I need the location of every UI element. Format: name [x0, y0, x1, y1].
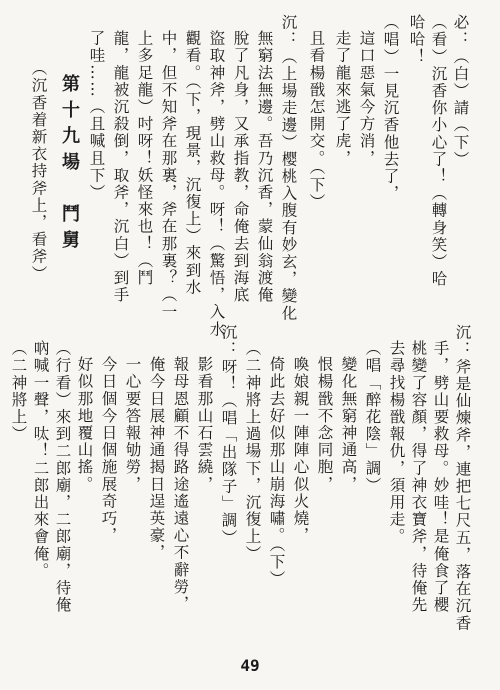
stage-direction: （沉香着新衣持斧上，看斧）: [29, 60, 48, 283]
text-column: 沉：（上場走邊）樱桃入腹有妙玄，變化: [279, 14, 298, 322]
text-column: （唱「醉花陰」調）: [363, 340, 382, 494]
text-column: 上多足龍）吋呀！妖怪來也！（鬥: [135, 30, 154, 287]
text-column: 今日個今日個施展奇巧，: [99, 356, 118, 545]
text-column: 這口惡氣今方消，: [357, 30, 376, 167]
text-column: （行看）來到二郎廟，二郎廟，待俺: [53, 340, 72, 614]
text-column: 走了龍來逃了虎，: [333, 30, 352, 167]
scene-title: 第十九場 鬥舅: [59, 74, 80, 256]
text-column: 了哇……（且喊且下）: [87, 30, 106, 201]
text-column: 中，但不知斧在那裏，斧在那裏？（一: [159, 30, 178, 321]
text-column: 沉：斧是仙煉斧，連把七尺五，落在沉香: [453, 324, 472, 632]
text-column: 無窮法無邊。吾乃沉香，蒙仙翁渡俺: [255, 30, 274, 304]
text-column: （唱）一見沉香他去了，: [381, 14, 400, 203]
text-column: 盜取神斧，劈山救母。呀！（驚悟，入水: [207, 30, 226, 338]
text-column: 手，劈山要救母。妙哇！是俺食了櫻: [431, 340, 450, 614]
text-column: 影看那山石雲繞，: [195, 356, 214, 493]
text-column: 桃變了容顏，得了神衣寶斧，待俺先: [409, 340, 428, 614]
text-column: 沉：呀！（唱「出隊子」調）: [219, 324, 238, 547]
stage-direction: （二神將上）: [9, 340, 28, 443]
page-number: 49: [240, 656, 260, 675]
text-column: 且看楊戩怎開交。（下）: [307, 30, 326, 211]
text-column: 倚此去好似那山崩海嘯。（下）: [267, 356, 286, 588]
text-column: 報母恩顧不得路途遙遠心不辭勞，: [171, 356, 190, 613]
text-column: 喚娘親一陣陣心似火燒，: [291, 356, 310, 545]
text-column: 哈哈！: [407, 14, 426, 66]
text-column: 必：（白）請（下）: [451, 14, 470, 168]
text-column: （看）沉香你小心了！（轉身笑）哈: [429, 14, 448, 288]
text-column: 吶喊一聲，呔！二郎出來會俺。: [31, 340, 50, 580]
text-column: 脫了凡身，又承指教，命俺去到海底: [231, 30, 250, 304]
text-column: 觀看。（下，現景，沉復上）來到水: [183, 30, 202, 296]
text-column: 去尋找楊戩報仇，須用走。: [387, 340, 406, 546]
text-column: 變化無窮神通高，: [339, 356, 358, 493]
text-column: 好似那地覆山搖。: [75, 356, 94, 493]
text-column: 一心要答報劬勞，: [123, 356, 142, 493]
text-column: 俺今日展神通揭日逞英豪，: [147, 356, 166, 562]
text-column: 龍，龍被沉殺倒，取斧，沉白）到手: [111, 30, 130, 304]
text-column: 恨楊戩不念同胞，: [315, 356, 334, 493]
text-column: （二神將上過場下，沉復上）: [243, 340, 262, 563]
